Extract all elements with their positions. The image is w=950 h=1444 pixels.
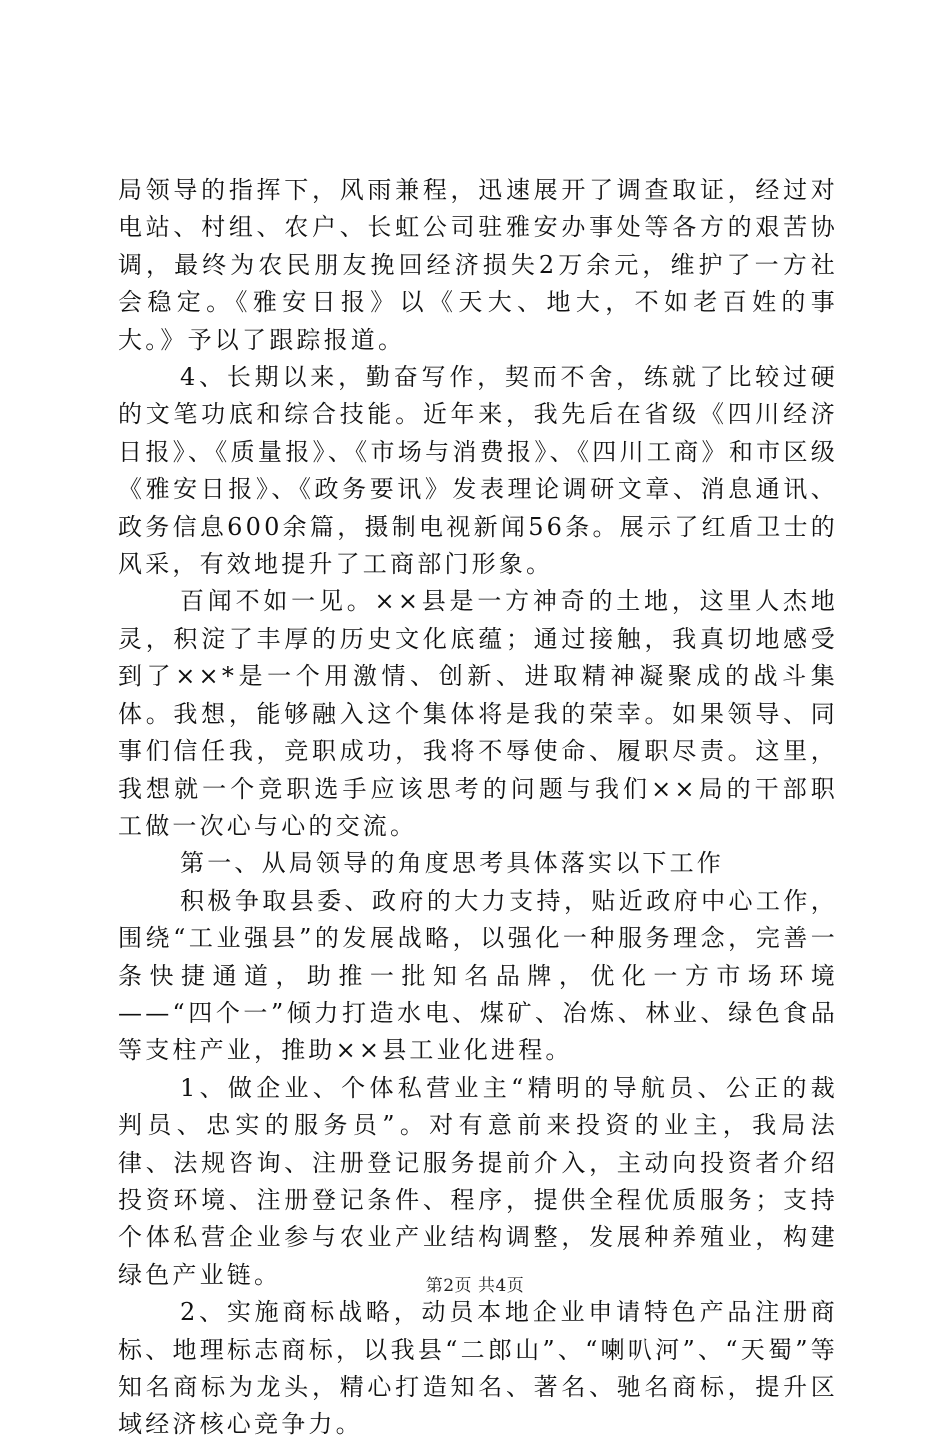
paragraph-continuation: 局领导的指挥下，风雨兼程，迅速展开了调查取证，经过对电站、村组、农户、长虹公司驻雅安办事处等各方的艰苦协调，最终为农民朋友挽回经济损失2万余元，维护了一方社会稳定。《雅安日报》以《天大、地大，不如老百姓的事大。》予以了跟踪报道。 — [118, 176, 838, 354]
paragraph-intro: 百闻不如一见。××县是一方神奇的土地，这里人杰地灵，积淀了丰厚的历史文化底蕴；通过接触，我真切地感受到了××*是一个用激情、创新、进取精神凝聚成的战斗集体。我想，能够融入这个集体将是我的荣幸。如果领导、同事们信任我，竞职成功，我将不辱使命、履职尽责。这里，我想就一个竞职选手应该思考的问题与我们××局的干部职工做一次心与心的交流。 — [118, 587, 838, 840]
paragraph-strategy: 积极争取县委、政府的大力支持，贴近政府中心工作，围绕“工业强县”的发展战略，以强化一种服务理念，完善一条快捷通道，助推一批知名品牌，优化一方市场环境——“四个一”倾力打造水电、煤矿、冶炼、林业、绿色食品等支柱产业，推助××县工业化进程。 — [118, 886, 838, 1065]
paragraph-item-4: 4、长期以来，勤奋写作，契而不舍，练就了比较过硬的文笔功底和综合技能。近年来，我先后在省级《四川经济日报》、《质量报》、《市场与消费报》、《四川工商》和市区级《雅安日报》、《政务要讯》发表理论调研文章、消息通讯、政务信息600余篇，摄制电视新闻56条。展示了红盾卫士的风采，有效地提升了工商部门形象。 — [118, 363, 838, 579]
paragraph-item-2: 2、实施商标战略，动员本地企业申请特色产品注册商标、地理标志商标，以我县“二郎山”、“喇叭河”、“天蜀”等知名商标为龙头，精心打造知名、著名、驰名商标，提升区域经济核心竞争力。 — [118, 1298, 838, 1439]
document-body — [118, 172, 838, 1444]
page-footer: 第2页 共4页 — [425, 1276, 525, 1296]
section-heading-first: 第一、从局领导的角度思考具体落实以下工作 — [180, 849, 724, 878]
paragraph-item-1: 1、做企业、个体私营业主“精明的导航员、公正的裁判员、忠实的服务员”。对有意前来投资的业主，我局法律、法规咨询、注册登记服务提前介入，主动向投资者介绍投资环境、注册登记条件、程序，提供全程优质服务；支持个体私营企业参与农业产业结构调整，发展种养殖业，构建绿色产业链。 — [118, 1073, 838, 1289]
